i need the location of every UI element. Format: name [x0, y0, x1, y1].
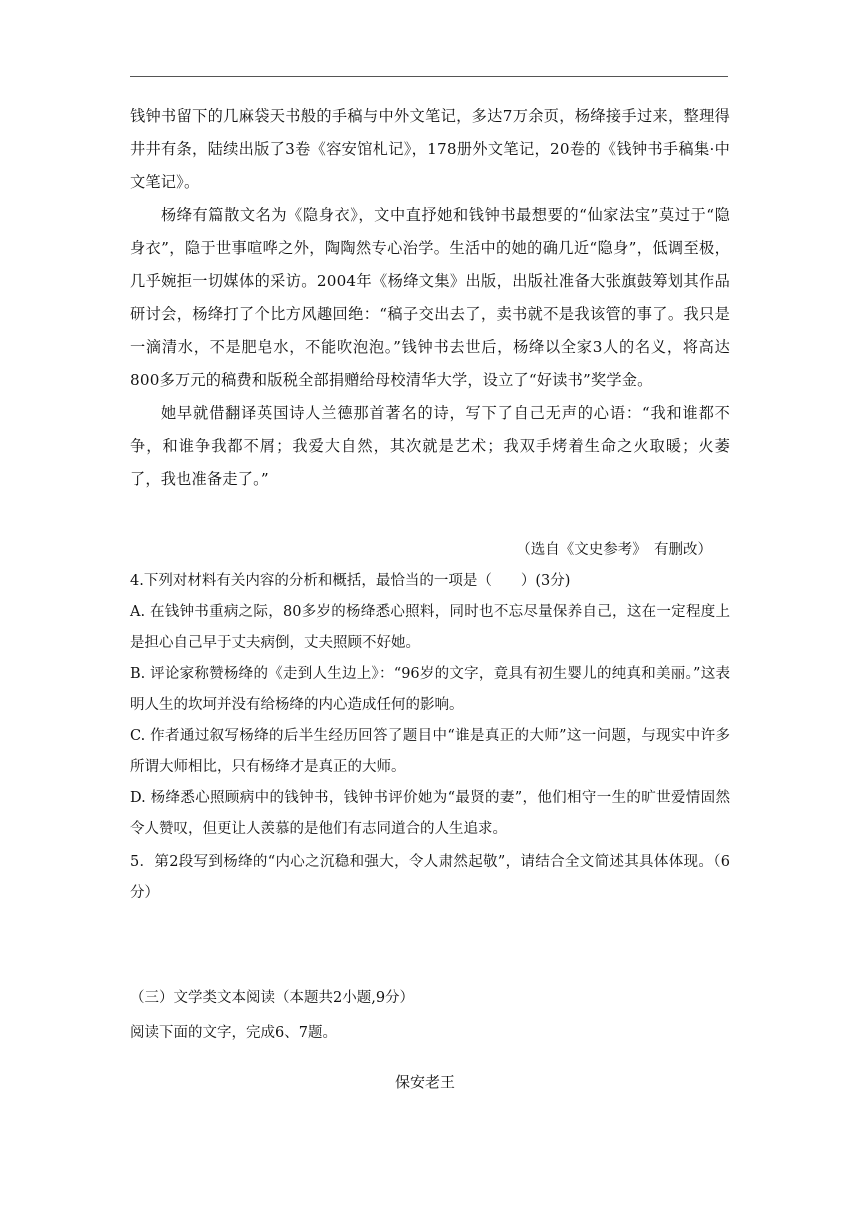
section-3-instruction: 阅读下面的文字，完成6、7题。 — [130, 1025, 337, 1041]
question-5-stem: 5．第2段写到杨绛的“内心之沉稳和强大，令人肃然起敬”，请结合全文简述其具体体现。（6分） — [130, 854, 730, 901]
question-4-option-d: D. 杨绛悉心照顾病中的钱钟书，钱钟书评价她为“最贤的妻”，他们相守一生的旷世爱情固然令人赞叹，但更让人羡慕的是他们有志同道合的人生追求。 — [130, 790, 730, 837]
header-rule — [130, 76, 728, 77]
document-page — [130, 100, 730, 1098]
paragraph-1: 钱钟书留下的几麻袋天书般的手稿与中外文笔记，多达7万余页，杨绛接手过来，整理得井井有条，陆续出版了3卷《容安馆札记》，178册外文笔记，20卷的《钱钟书手稿集·中文笔记》。 — [130, 107, 730, 191]
section-3-heading: （三）文学类文本阅读（本题共2小题,9分） — [130, 990, 415, 1006]
question-4-option-b: B. 评论家称赞杨绛的《走到人生边上》：“96岁的文字，竟具有初生婴儿的纯真和美丽。”这表明人生的坎坷并没有给杨绛的内心造成任何的影响。 — [130, 666, 730, 713]
paragraph-2: 杨绛有篇散文名为《隐身衣》，文中直抒她和钱钟书最想要的“仙家法宝”莫过于“隐身衣”，隐于世事喧哗之外，陶陶然专心治学。生活中的她的确几近“隐身”，低调至极，几乎婉拒一切媒体的采访。2004年《杨绛文集》出版，出版社准备大张旗鼓筹划其作品研讨会，杨绛打了个比方风趣回绝：“稿子交出去了，卖书就不是我该管的事了。我只是一滴清水，不是肥皂水，不能吹泡泡。”钱钟书去世后，杨绛以全家3人的名义，将高达800多万元的稿费和版税全部捐赠给母校清华大学，设立了“好读书”奖学金。 — [130, 206, 730, 389]
source-citation: （选自《文史参考》 有删改） — [516, 542, 712, 558]
question-4-option-c: C. 作者通过叙写杨绛的后半生经历回答了题目中“谁是真正的大师”这一问题，与现实中许多所谓大师相比，只有杨绛才是真正的大师。 — [130, 728, 730, 775]
question-4-stem: 4.下列对材料有关内容的分析和概括，最恰当的一项是（ ）(3分) — [130, 573, 571, 589]
question-4-option-a: A. 在钱钟书重病之际，80多岁的杨绛悉心照料，同时也不忘尽量保养自己，这在一定程度上是担心自己早于丈夫病倒，丈夫照顾不好她。 — [130, 604, 730, 651]
story-title: 保安老王 — [394, 1073, 455, 1091]
paragraph-3: 她早就借翻译英国诗人兰德那首著名的诗，写下了自己无声的心语：“我和谁都不争，和谁争我都不屑；我爱大自然，其次就是艺术；我双手烤着生命之火取暖；火萎了，我也准备走了。” — [130, 404, 730, 488]
